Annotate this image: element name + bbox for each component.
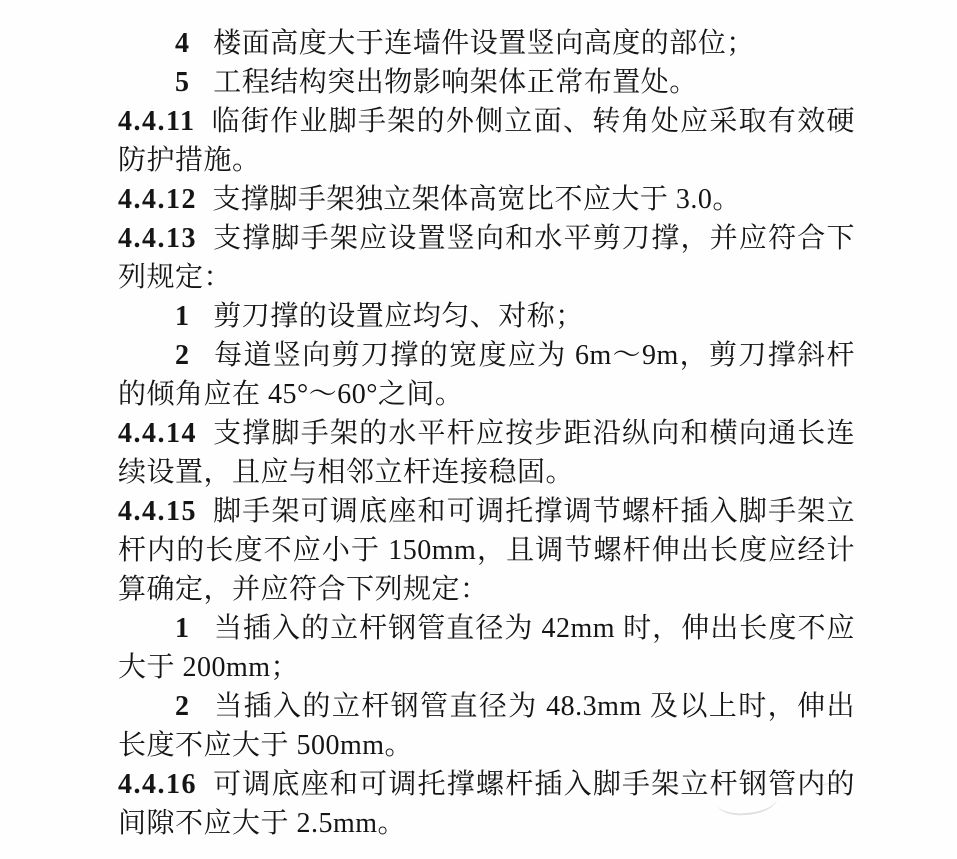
- clause-4-4-16-text: 可调底座和可调托撑螺杆插入脚手架立杆钢管内的间隙不应大于 2.5mm。: [118, 769, 855, 839]
- clause-4-4-14-number: 4.4.14: [118, 418, 197, 449]
- list-item-1a-text: 剪刀撑的设置应均匀、对称；: [213, 301, 584, 332]
- list-item-5-text: 工程结构突出物影响架体正常布置处。: [213, 67, 698, 98]
- list-item-2a-number: 2: [175, 340, 190, 371]
- list-item-2b-number: 2: [175, 691, 190, 722]
- clause-4-4-11-number: 4.4.11: [118, 106, 196, 137]
- list-item-2a-text: 每道竖向剪刀撑的宽度应为 6m～9m，剪刀撑斜杆的倾角应在 45°～60°之间。: [118, 340, 855, 410]
- clause-4-4-16-number: 4.4.16: [118, 769, 197, 800]
- clause-4-4-16: [118, 765, 855, 843]
- clause-4-4-14: [118, 414, 855, 492]
- list-item-4-number: 4: [175, 28, 190, 59]
- clause-4-4-15: [118, 492, 855, 609]
- list-item-1b: [118, 609, 855, 687]
- clause-4-4-15-text: 脚手架可调底座和可调托撑调节螺杆插入脚手架立杆内的长度不应小于 150mm，且调节螺杆伸出长度应经计算确定，并应符合下列规定：: [118, 496, 855, 605]
- list-item-1b-text: 当插入的立杆钢管直径为 42mm 时，伸出长度不应大于 200mm；: [118, 613, 855, 683]
- clause-4-4-11-text: 临街作业脚手架的外侧立面、转角处应采取有效硬防护措施。: [118, 106, 855, 176]
- list-item-1a-number: 1: [175, 301, 190, 332]
- clause-4-4-11: [118, 102, 855, 180]
- list-item-4-text: 楼面高度大于连墙件设置竖向高度的部位；: [213, 28, 755, 59]
- clause-4-4-13-number: 4.4.13: [118, 223, 197, 254]
- list-item-1b-number: 1: [175, 613, 190, 644]
- clause-4-4-14-text: 支撑脚手架的水平杆应按步距沿纵向和横向通长连续设置，且应与相邻立杆连接稳固。: [118, 418, 855, 488]
- clause-4-4-12-number: 4.4.12: [118, 184, 197, 215]
- clause-4-4-12-text: 支撑脚手架独立架体高宽比不应大于 3.0。: [212, 184, 741, 215]
- list-item-4: [118, 24, 855, 63]
- list-item-1a: [118, 297, 855, 336]
- clause-4-4-15-number: 4.4.15: [118, 496, 197, 527]
- clause-4-4-13-text: 支撑脚手架应设置竖向和水平剪刀撑，并应符合下列规定：: [118, 223, 855, 293]
- list-item-2b: [118, 687, 855, 765]
- clause-4-4-13: [118, 219, 855, 297]
- clause-4-4-12: [118, 180, 855, 219]
- list-item-2a: [118, 336, 855, 414]
- list-item-2b-text: 当插入的立杆钢管直径为 48.3mm 及以上时，伸出长度不应大于 500mm。: [118, 691, 855, 761]
- list-item-5-number: 5: [175, 67, 190, 98]
- list-item-5: [118, 63, 855, 102]
